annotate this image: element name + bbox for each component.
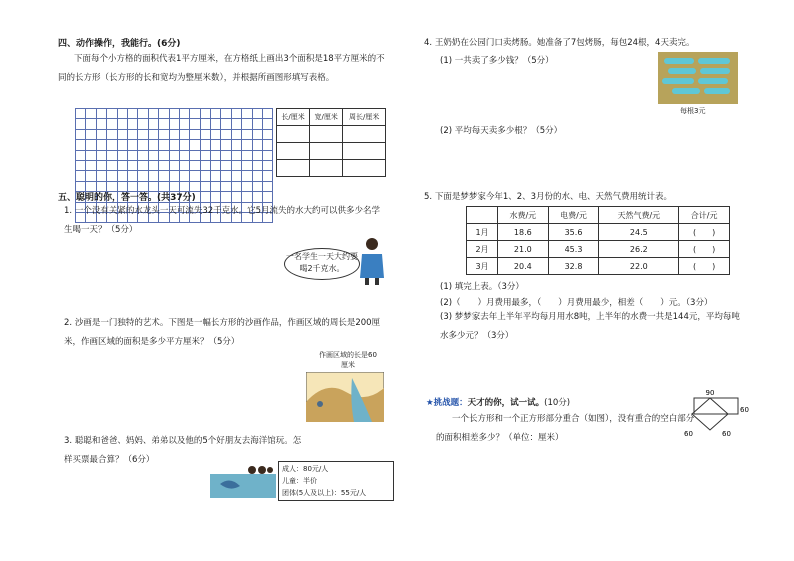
- grid-cell[interactable]: [263, 160, 273, 170]
- grid-cell[interactable]: [190, 109, 200, 119]
- grid-cell[interactable]: [221, 181, 231, 191]
- grid-cell[interactable]: [86, 129, 96, 139]
- grid-cell[interactable]: [231, 119, 241, 129]
- question-5: 5. 下面是梦梦家今年1、2、3月份的水、电、天然气费用统计表。: [424, 192, 673, 202]
- grid-cell[interactable]: [242, 150, 252, 160]
- grid-cell[interactable]: [211, 171, 221, 181]
- grid-cell[interactable]: [263, 192, 273, 202]
- grid-cell[interactable]: [159, 171, 169, 181]
- grid-cell[interactable]: [242, 129, 252, 139]
- grid-cell[interactable]: [169, 140, 179, 150]
- grid-cell[interactable]: [200, 129, 210, 139]
- grid-cell[interactable]: [242, 192, 252, 202]
- grid-cell[interactable]: [179, 109, 189, 119]
- rectangle-answer-table: [276, 108, 386, 177]
- grid-cell[interactable]: [107, 119, 117, 129]
- grid-cell[interactable]: [221, 192, 231, 202]
- grid-cell[interactable]: [127, 160, 137, 170]
- grid-cell[interactable]: [211, 109, 221, 119]
- grid-cell[interactable]: [76, 119, 86, 129]
- answer-cell[interactable]: [343, 160, 386, 177]
- question-5-part-2: (2)（ ）月费用最多，（ ）月费用最少，相差（ ）元。（3分）: [440, 298, 713, 308]
- answer-cell[interactable]: [343, 143, 386, 160]
- sand-painting-caption: 作画区域的长是60厘米: [319, 351, 377, 369]
- grid-cell[interactable]: [200, 140, 210, 150]
- answer-cell[interactable]: [310, 126, 343, 143]
- grid-cell[interactable]: [159, 160, 169, 170]
- teacher-illustration: [356, 236, 388, 286]
- ticket-price-sign: 成人：80元/人 儿童：半价 团体(5人及以上)：55元/人: [278, 461, 394, 501]
- grid-cell[interactable]: [86, 140, 96, 150]
- grid-cell[interactable]: [190, 171, 200, 181]
- grid-cell[interactable]: [263, 129, 273, 139]
- grid-cell[interactable]: [231, 150, 241, 160]
- grid-cell[interactable]: [117, 171, 127, 181]
- grid-cell[interactable]: [190, 150, 200, 160]
- grid-cell[interactable]: [148, 109, 158, 119]
- table-header: 天然气费/元: [599, 207, 679, 224]
- speech-bubble: 一名学生一天大约要喝2千克水。: [284, 248, 360, 280]
- answer-cell[interactable]: [277, 160, 310, 177]
- grid-cell[interactable]: [252, 160, 262, 170]
- grid-cell[interactable]: [179, 119, 189, 129]
- grid-cell[interactable]: [231, 192, 241, 202]
- grid-cell[interactable]: [107, 160, 117, 170]
- grid-cell[interactable]: [263, 119, 273, 129]
- grid-cell[interactable]: [263, 109, 273, 119]
- grid-cell[interactable]: [200, 160, 210, 170]
- question-4-part-2: (2) 平均每天卖多少根？（5分）: [440, 126, 563, 136]
- grid-cell[interactable]: [231, 181, 241, 191]
- grid-cell[interactable]: [263, 150, 273, 160]
- grid-cell[interactable]: [242, 109, 252, 119]
- grid-cell[interactable]: [221, 160, 231, 170]
- grid-cell[interactable]: [221, 140, 231, 150]
- grid-cell[interactable]: [96, 140, 106, 150]
- grid-cell[interactable]: [169, 129, 179, 139]
- grid-cell[interactable]: [221, 119, 231, 129]
- grid-cell[interactable]: [127, 119, 137, 129]
- dim-label-right: 60: [740, 406, 749, 414]
- grid-cell[interactable]: [148, 160, 158, 170]
- grid-cell[interactable]: [117, 140, 127, 150]
- grid-cell[interactable]: [96, 171, 106, 181]
- grid-cell[interactable]: [86, 160, 96, 170]
- grid-cell[interactable]: [169, 109, 179, 119]
- grid-cell[interactable]: [263, 181, 273, 191]
- grid-cell[interactable]: [86, 150, 96, 160]
- grid-cell[interactable]: [231, 109, 241, 119]
- table-header: 宽/厘米: [310, 109, 343, 126]
- grid-cell[interactable]: [138, 119, 148, 129]
- grid-cell[interactable]: [190, 160, 200, 170]
- grid-cell[interactable]: [148, 140, 158, 150]
- grid-cell[interactable]: [117, 150, 127, 160]
- grid-cell[interactable]: [211, 160, 221, 170]
- grid-cell[interactable]: [200, 109, 210, 119]
- answer-cell[interactable]: [310, 160, 343, 177]
- question-5-part-3: (3) 梦梦家去年上半年平均每月用水8吨，上半年的水费一共是144元，平均每吨水多少元？（3分）: [440, 312, 740, 341]
- grid-cell[interactable]: [107, 109, 117, 119]
- utility-cost-table: [466, 206, 730, 275]
- grid-cell[interactable]: [211, 140, 221, 150]
- grid-cell[interactable]: [76, 150, 86, 160]
- section-5-heading: 五、聪明的你，答一答。(共37分): [58, 193, 196, 203]
- grid-cell[interactable]: [179, 140, 189, 150]
- grid-cell[interactable]: [242, 160, 252, 170]
- answer-cell[interactable]: [277, 143, 310, 160]
- grid-cell[interactable]: [221, 109, 231, 119]
- grid-cell[interactable]: [138, 160, 148, 170]
- grid-cell[interactable]: [252, 192, 262, 202]
- dim-label-bottom-left: 60: [684, 430, 693, 438]
- grid-cell[interactable]: [179, 171, 189, 181]
- table-header: 水费/元: [498, 207, 549, 224]
- grid-cell[interactable]: [76, 140, 86, 150]
- grid-cell[interactable]: [138, 150, 148, 160]
- dim-label-top: 90: [705, 389, 715, 397]
- grid-cell[interactable]: [107, 171, 117, 181]
- grid-cell[interactable]: [159, 119, 169, 129]
- grid-cell[interactable]: [200, 119, 210, 129]
- grid-cell[interactable]: [96, 160, 106, 170]
- question-3: 3. 聪聪和爸爸、妈妈、弟弟以及他的5个好朋友去海洋馆玩。怎样买票最合算？（6分）: [64, 436, 302, 465]
- grid-cell[interactable]: [179, 150, 189, 160]
- grid-cell[interactable]: [86, 171, 96, 181]
- grid-cell[interactable]: [200, 192, 210, 202]
- grid-cell[interactable]: [169, 171, 179, 181]
- grid-cell[interactable]: [242, 181, 252, 191]
- grid-cell[interactable]: [96, 129, 106, 139]
- sausage-packages-image: [658, 52, 738, 104]
- question-1: 1. 一个没有关紧的水龙头一天可流失32千克水。它5月流失的水大约可以供多少名学生喝一天？（5分）: [64, 206, 381, 235]
- grid-cell[interactable]: [179, 160, 189, 170]
- table-row: 3月 20.4 32.8 22.0 ( ): [467, 258, 730, 275]
- grid-cell[interactable]: [252, 119, 262, 129]
- grid-cell[interactable]: [127, 171, 137, 181]
- grid-cell[interactable]: [76, 109, 86, 119]
- grid-cell[interactable]: [127, 150, 137, 160]
- grid-cell[interactable]: [138, 109, 148, 119]
- table-header: [467, 207, 498, 224]
- grid-cell[interactable]: [148, 171, 158, 181]
- grid-cell[interactable]: [86, 109, 96, 119]
- grid-cell[interactable]: [242, 119, 252, 129]
- question-2: 2. 沙画是一门独特的艺术。下图是一幅长方形的沙画作品，作画区域的周长是200厘米，作画区域的面积是多少平方厘米？（5分）: [64, 318, 381, 347]
- answer-cell[interactable]: [277, 126, 310, 143]
- grid-cell[interactable]: [252, 109, 262, 119]
- grid-cell[interactable]: [76, 160, 86, 170]
- grid-cell[interactable]: [107, 129, 117, 139]
- question-4-part-1: (1) 一共卖了多少钱？（5分）: [440, 56, 554, 66]
- grid-cell[interactable]: [138, 171, 148, 181]
- grid-cell[interactable]: [200, 181, 210, 191]
- grid-cell[interactable]: [211, 119, 221, 129]
- grid-cell[interactable]: [169, 160, 179, 170]
- overlap-shapes-diagram: [684, 386, 756, 442]
- grid-cell[interactable]: [86, 119, 96, 129]
- grid-cell[interactable]: [96, 150, 106, 160]
- grid-cell[interactable]: [127, 109, 137, 119]
- grid-cell[interactable]: [252, 140, 262, 150]
- grid-cell[interactable]: [127, 140, 137, 150]
- sausage-price-caption: 每根3元: [680, 107, 706, 115]
- grid-cell[interactable]: [263, 140, 273, 150]
- grid-cell[interactable]: [107, 140, 117, 150]
- grid-cell[interactable]: [231, 171, 241, 181]
- grid-cell[interactable]: [159, 109, 169, 119]
- grid-cell[interactable]: [138, 129, 148, 139]
- table-row: 2月 21.0 45.3 26.2 ( ): [467, 241, 730, 258]
- grid-cell[interactable]: [169, 150, 179, 160]
- table-header: 电费/元: [548, 207, 599, 224]
- grid-cell[interactable]: [107, 150, 117, 160]
- question-5-part-1: (1) 填完上表。（3分）: [440, 282, 524, 292]
- table-header: 合计/元: [679, 207, 730, 224]
- grid-cell[interactable]: [159, 140, 169, 150]
- grid-cell[interactable]: [190, 129, 200, 139]
- table-row: 1月 18.6 35.6 24.5 ( ): [467, 224, 730, 241]
- grid-cell[interactable]: [179, 129, 189, 139]
- grid-cell[interactable]: [96, 109, 106, 119]
- grid-cell[interactable]: [211, 181, 221, 191]
- grid-cell[interactable]: [76, 171, 86, 181]
- grid-cell[interactable]: [190, 119, 200, 129]
- dim-label-bottom-right: 60: [722, 430, 731, 438]
- grid-cell[interactable]: [96, 119, 106, 129]
- challenge-label: ★挑战题：: [426, 398, 468, 408]
- grid-cell[interactable]: [138, 140, 148, 150]
- grid-cell[interactable]: [190, 140, 200, 150]
- grid-cell[interactable]: [252, 181, 262, 191]
- grid-cell[interactable]: [231, 160, 241, 170]
- grid-cell[interactable]: [211, 129, 221, 139]
- table-header: 周长/厘米: [343, 109, 386, 126]
- grid-cell[interactable]: [200, 171, 210, 181]
- grid-cell[interactable]: [159, 150, 169, 160]
- grid-cell[interactable]: [221, 129, 231, 139]
- challenge-heading: ★挑战题：天才的你，试一试。(10分): [426, 398, 571, 408]
- grid-cell[interactable]: [211, 192, 221, 202]
- table-header: 长/厘米: [277, 109, 310, 126]
- grid-cell[interactable]: [169, 119, 179, 129]
- grid-cell[interactable]: [263, 171, 273, 181]
- grid-cell[interactable]: [252, 150, 262, 160]
- question-4: 4. 王奶奶在公园门口卖烤肠。她准备了7包烤肠，每包24根，4天卖完。: [424, 38, 695, 48]
- grid-cell[interactable]: [76, 129, 86, 139]
- grid-cell[interactable]: [148, 129, 158, 139]
- grid-cell[interactable]: [211, 150, 221, 160]
- grid-cell[interactable]: [117, 109, 127, 119]
- grid-cell[interactable]: [148, 119, 158, 129]
- grid-cell[interactable]: [252, 129, 262, 139]
- aquarium-family-illustration: [210, 462, 276, 498]
- grid-cell[interactable]: [221, 150, 231, 160]
- grid-cell[interactable]: [200, 150, 210, 160]
- grid-cell[interactable]: [148, 150, 158, 160]
- grid-cell[interactable]: [221, 171, 231, 181]
- answer-cell[interactable]: [343, 126, 386, 143]
- challenge-text: 一个长方形和一个正方形部分重合（如图），没有重合的空白部分的面积相差多少？（单位：厘米）: [436, 414, 695, 443]
- grid-cell[interactable]: [252, 171, 262, 181]
- grid-cell[interactable]: [242, 140, 252, 150]
- grid-cell[interactable]: [117, 160, 127, 170]
- grid-cell[interactable]: [127, 129, 137, 139]
- answer-cell[interactable]: [310, 143, 343, 160]
- sand-painting-image: [306, 372, 384, 422]
- section-4-heading: 四、动作操作，我能行。(6分): [58, 39, 181, 49]
- section-4-text: 下面每个小方格的面积代表1平方厘米，在方格纸上画出3个面积是18平方厘米的不同的长方形（长方形的长和宽均为整厘米数），并根据所画图形填写表格。: [58, 54, 385, 83]
- grid-cell[interactable]: [117, 129, 127, 139]
- grid-cell[interactable]: [117, 119, 127, 129]
- grid-cell[interactable]: [242, 171, 252, 181]
- grid-cell[interactable]: [231, 140, 241, 150]
- grid-cell[interactable]: [159, 129, 169, 139]
- grid-cell[interactable]: [231, 129, 241, 139]
